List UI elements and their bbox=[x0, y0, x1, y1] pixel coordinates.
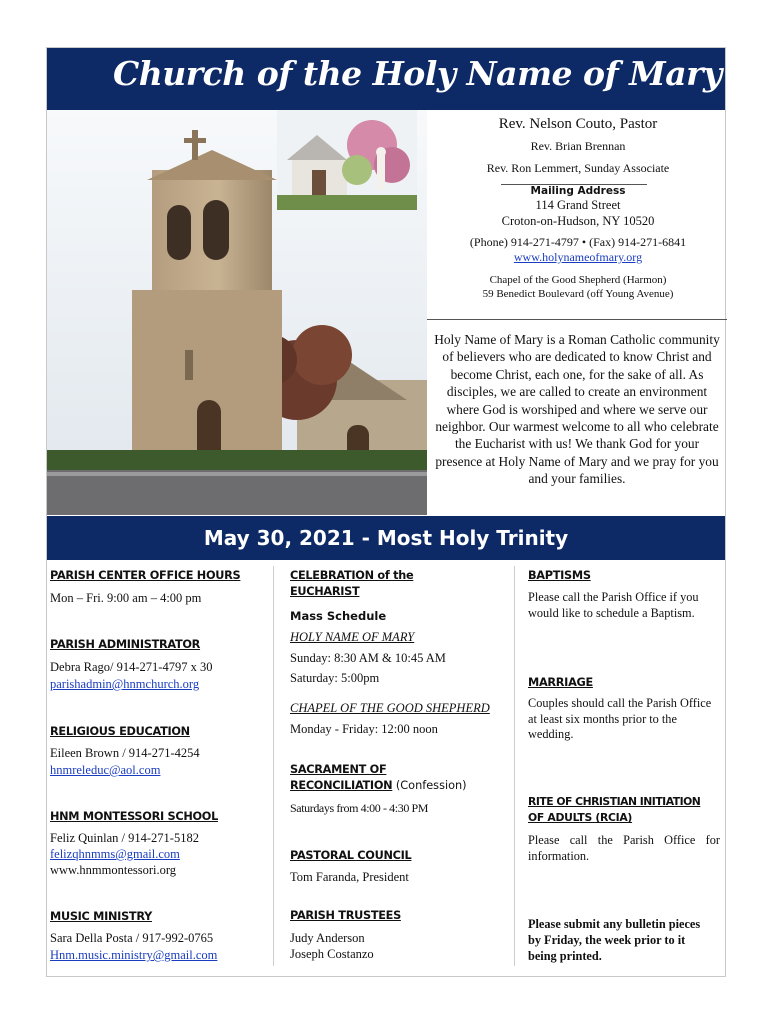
holy-name-sunday: Sunday: 8:30 AM & 10:45 AM bbox=[290, 651, 446, 665]
office-hours: Mon – Fri. 9:00 am – 4:00 pm bbox=[50, 591, 202, 605]
header-bar bbox=[47, 48, 725, 110]
montessori-contact: Feliz Quinlan / 914-271-5182 bbox=[50, 831, 199, 845]
good-shepherd-subheading: CHAPEL OF THE GOOD SHEPHERD bbox=[290, 701, 490, 715]
church-title: Church of the Holy Name of Mary bbox=[113, 54, 722, 93]
montessori-email[interactable]: felizqhnmms@gmail.com bbox=[50, 847, 180, 861]
priest-name: Rev. Brian Brennan bbox=[530, 138, 626, 153]
rcia-heading-1: RITE OF CHRISTIAN INITIATION bbox=[528, 795, 701, 808]
music-email[interactable]: Hnm.music.ministry@gmail.com bbox=[50, 948, 218, 962]
office-hours-heading: PARISH CENTER OFFICE HOURS bbox=[50, 569, 241, 582]
bulletin-note: Please submit any bulletin pieces by Friday, the week prior to it being printed. bbox=[528, 917, 701, 963]
administrator-heading: PARISH ADMINISTRATOR bbox=[50, 638, 201, 651]
mission-statement: Holy Name of Mary is a Roman Catholic community of believers who are dedicated to know Christ and become Christ, each one, for the sake of all. As disciples, we are called to create an environment where God is worshiped and where we serve our neighbor. Our warmest welcome to all who celebrate the Eucharist with us! We thank God for your presence at Holy Name of Mary and we pray for you and your families. bbox=[434, 332, 720, 487]
marriage-heading: MARRIAGE bbox=[528, 676, 593, 689]
banner-title: May 30, 2021 - Most Holy Trinity bbox=[203, 526, 569, 550]
administrator-contact: Debra Rago/ 914-271-4797 x 30 bbox=[50, 660, 213, 674]
column-divider bbox=[514, 566, 515, 966]
montessori-web: www.hnmmontessori.org bbox=[50, 863, 177, 877]
phone-fax: (Phone) 914-271-4797 • (Fax) 914-271-6841 bbox=[469, 235, 687, 250]
date-banner bbox=[47, 516, 725, 560]
divider bbox=[501, 184, 647, 185]
baptisms-text: Please call the Parish Office if you would like to schedule a Baptism. bbox=[528, 590, 699, 620]
holy-name-subheading: HOLY NAME OF MARY bbox=[290, 630, 415, 644]
religious-ed-heading: RELIGIOUS EDUCATION bbox=[50, 725, 190, 738]
chapel-name: Chapel of the Good Shepherd (Harmon) bbox=[489, 274, 667, 287]
holy-name-saturday: Saturday: 5:00pm bbox=[290, 671, 380, 685]
montessori-heading: HNM MONTESSORI SCHOOL bbox=[50, 810, 218, 823]
pastoral-council-president: Tom Faranda, President bbox=[290, 870, 409, 884]
baptisms-heading: BAPTISMS bbox=[528, 569, 591, 582]
religious-ed-email[interactable]: hnmreleduc@aol.com bbox=[50, 763, 161, 777]
mass-schedule-heading: Mass Schedule bbox=[290, 609, 387, 623]
chapel-inset-photo bbox=[277, 110, 417, 210]
associate-name: Rev. Ron Lemmert, Sunday Associate bbox=[486, 160, 670, 175]
chapel-address: 59 Benedict Boulevard (off Young Avenue) bbox=[482, 287, 674, 300]
reconciliation-heading-1: SACRAMENT OF bbox=[290, 763, 387, 776]
religious-ed-contact: Eileen Brown / 914-271-4254 bbox=[50, 746, 200, 760]
eucharist-heading-1: CELEBRATION of the bbox=[290, 569, 414, 582]
trustee-2: Joseph Costanzo bbox=[290, 947, 374, 961]
eucharist-heading-2: EUCHARIST bbox=[290, 585, 360, 598]
rcia-text: Please call the Parish Office for information. bbox=[528, 833, 720, 863]
rcia-heading-2: OF ADULTS (RCIA) bbox=[528, 811, 633, 824]
column-divider bbox=[273, 566, 274, 966]
pastoral-council-heading: PASTORAL COUNCIL bbox=[290, 849, 412, 862]
mailing-street: 114 Grand Street bbox=[535, 197, 621, 212]
divider bbox=[427, 319, 727, 320]
mailing-label: Mailing Address bbox=[530, 184, 626, 197]
reconciliation-heading-2-line bbox=[290, 778, 467, 793]
pastor-name: Rev. Nelson Couto, Pastor bbox=[498, 116, 658, 132]
contact-info bbox=[430, 112, 726, 302]
trustee-1: Judy Anderson bbox=[290, 931, 365, 945]
reconciliation-paren: (Confession) bbox=[392, 779, 467, 792]
mailing-city: Croton-on-Hudson, NY 10520 bbox=[501, 213, 655, 228]
music-contact: Sara Della Posta / 917-992-0765 bbox=[50, 931, 214, 945]
good-shepherd-time: Monday - Friday: 12:00 noon bbox=[290, 722, 438, 736]
trustees-heading: PARISH TRUSTEES bbox=[290, 909, 401, 922]
website-link[interactable]: www.holynameofmary.org bbox=[513, 250, 643, 265]
marriage-text: Couples should call the Parish Office at least six months prior to the wedding. bbox=[528, 696, 712, 741]
reconciliation-heading-2: RECONCILIATION bbox=[290, 779, 393, 792]
administrator-email[interactable]: parishadmin@hnmchurch.org bbox=[50, 677, 200, 691]
reconciliation-time: Saturdays from 4:00 - 4:30 PM bbox=[290, 801, 429, 815]
music-heading: MUSIC MINISTRY bbox=[50, 910, 152, 923]
